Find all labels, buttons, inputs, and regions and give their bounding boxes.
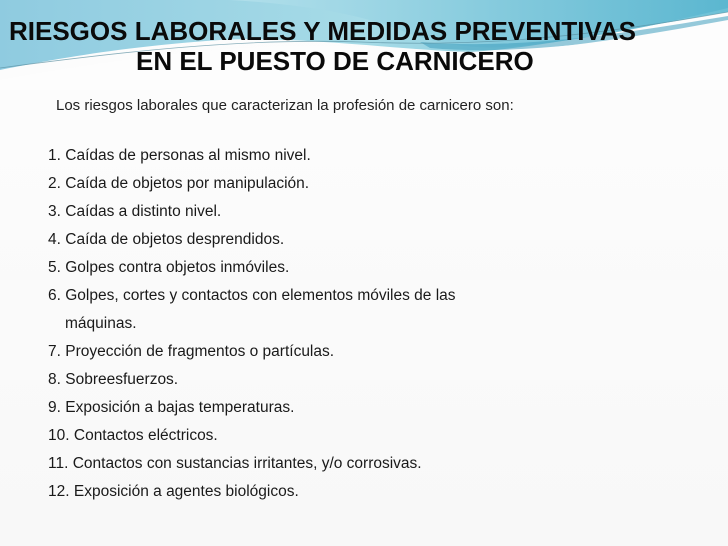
item-text: Caídas de personas al mismo nivel. (65, 147, 311, 164)
item-text: Exposición a agentes biológicos. (73, 483, 299, 500)
item-text: Caídas a distinto nivel. (65, 203, 222, 220)
item-text: Proyección de fragmentos o partículas. (65, 343, 335, 360)
list-item (48, 230, 568, 258)
list-item (48, 286, 568, 342)
item-number: 3. (48, 203, 61, 220)
slide-title (0, 16, 728, 76)
item-text: Caída de objetos desprendidos. (65, 231, 285, 248)
list-item (48, 426, 568, 454)
item-text: Caída de objetos por manipulación. (65, 175, 310, 192)
item-number: 11. (48, 455, 69, 472)
item-number: 7. (48, 343, 61, 360)
list-item (48, 454, 568, 482)
list-item (48, 370, 568, 398)
intro-text: Los riesgos laborales que caracterizan la profesión de carnicero son: (56, 97, 514, 114)
item-number: 12. (48, 483, 70, 500)
list-item (48, 258, 568, 286)
item-text: Golpes, cortes y contactos con elementos móviles de las (65, 287, 456, 304)
item-text: Sobreesfuerzos. (65, 371, 179, 388)
item-number: 2. (48, 175, 61, 192)
item-text: Contactos con sustancias irritantes, y/o corrosivas. (72, 455, 422, 472)
item-number: 6. (48, 287, 61, 304)
item-text: Contactos eléctricos. (73, 427, 218, 444)
list-item (48, 202, 568, 230)
item-text: Exposición a bajas temperaturas. (65, 399, 295, 416)
slide-title-line-1: RIESGOS LABORALES Y MEDIDAS PREVENTIVAS (9, 16, 636, 46)
item-number: 4. (48, 231, 61, 248)
item-text: Golpes contra objetos inmóviles. (65, 259, 290, 276)
list-item (48, 174, 568, 202)
item-text-continuation: máquinas. (65, 315, 137, 332)
item-number: 10. (48, 427, 70, 444)
item-number: 8. (48, 371, 61, 388)
slide-title-line-2: EN EL PUESTO DE CARNICERO (136, 46, 534, 76)
list-item (48, 146, 568, 174)
item-number: 9. (48, 399, 61, 416)
risk-list (48, 146, 568, 510)
item-number: 5. (48, 259, 61, 276)
item-number: 1. (48, 147, 61, 164)
list-item (48, 398, 568, 426)
list-item (48, 482, 568, 510)
list-item (48, 342, 568, 370)
